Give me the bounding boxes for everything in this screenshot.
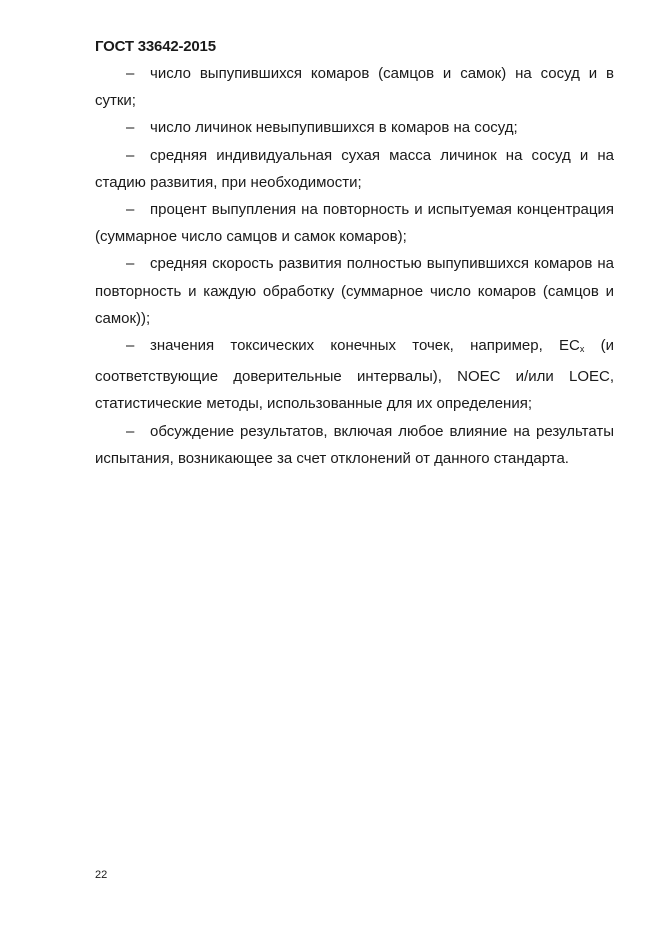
list-dash: – [126,65,135,82]
list-item-text: обсуждение результатов, включая любое влияние на результаты испытания, возникающее за счет отклонений от данного стандарта. [95,422,614,467]
list-item [95,332,614,418]
document-header: ГОСТ 33642-2015 [95,38,216,55]
list-item [95,196,614,250]
list-dash: – [126,146,135,164]
list-item [95,142,614,196]
list-dash: – [126,337,135,355]
list-item-text: значения токсических конечных точек, например, EC [150,337,580,355]
list-dash: – [126,201,135,219]
list-dash: – [126,255,135,273]
list-dash: – [126,119,135,137]
list-dash: – [126,422,135,440]
list-item [95,250,614,332]
list-item-text: процент выпупления на повторность и испытуемая концентрация (суммарное число самцов и самок комаров); [95,201,614,246]
list-item-text: средняя индивидуальная сухая масса личинок на сосуд и на стадию развития, при необходимости; [95,146,614,191]
page-number: 22 [95,869,108,881]
subscript-x: x [579,344,585,355]
list-item [95,114,614,141]
results-list [95,60,614,472]
list-item [95,418,614,472]
list-item-text: средняя скорость развития полностью выпупившихся комаров на повторность и каждую обработку (суммарное число комаров (самцов и самок)); [95,255,614,327]
list-item [95,60,614,114]
list-item-text-continued: (и соответствующие доверительные интервалы), NOEC и/или LOEC, статистические методы, использованные для их определения; [95,337,614,413]
list-item-text: число личинок невыпупившихся в комаров на сосуд; [150,119,518,137]
list-item-text: число выпупившихся комаров (самцов и самок) на сосуд и в сутки; [95,65,614,110]
